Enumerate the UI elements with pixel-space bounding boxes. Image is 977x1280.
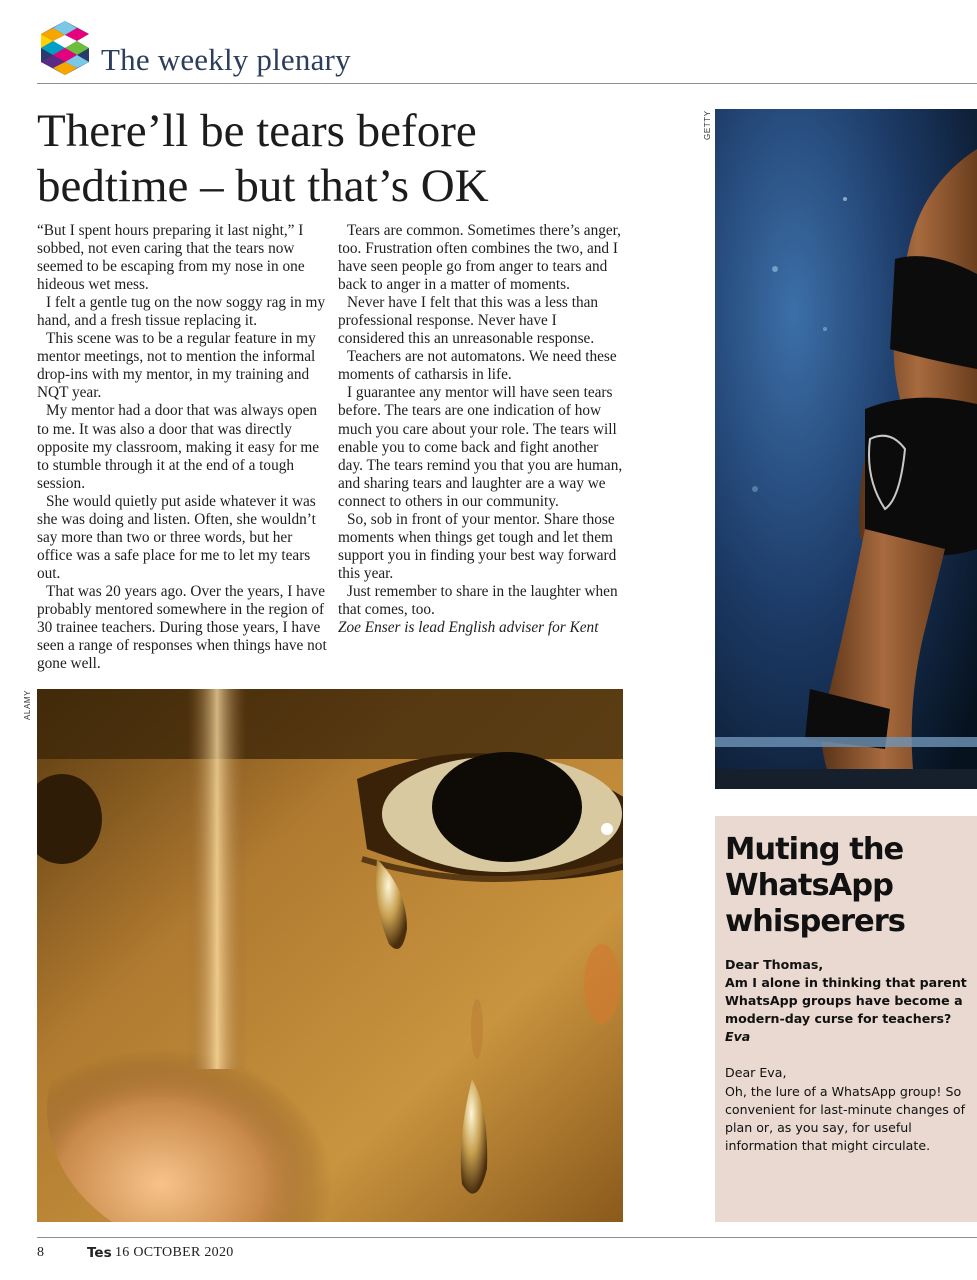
page-number: 8 [37, 1245, 44, 1260]
sidebar-title-line-1: Muting the [725, 832, 904, 867]
wrestler-photo [715, 109, 977, 789]
sidebar-title-line-2: WhatsApp [725, 868, 893, 903]
paragraph: This scene was to be a regular feature in my mentor meetings, not to mention the informal drop-ins with my mentor, in my training and NQT year. [37, 330, 316, 402]
article-column-right [338, 222, 623, 637]
paragraph: She would quietly put aside whatever it was she was doing and listen. Often, she wouldn’t say more than two or three words, but her office was a safe place for me to let my tears out. [37, 492, 316, 582]
advice-reply: Dear Eva, Oh, the lure of a WhatsApp group! So convenient for last-minute changes of plan or, as you say, for useful information that might circulate. [725, 1065, 966, 1153]
question-text: Dear Thomas, Am I alone in thinking that parent WhatsApp groups have become a modern-day curse for teachers? [725, 957, 967, 1027]
paragraph: Teachers are not automatons. We need these moments of catharsis in life. [338, 348, 617, 384]
article-headline [37, 104, 677, 214]
issue-date: 16 OCTOBER 2020 [115, 1245, 234, 1260]
sidebar-body [725, 956, 970, 1155]
header-divider [37, 83, 977, 84]
question-signoff: Eva [725, 1029, 751, 1045]
tears-photo [37, 689, 623, 1222]
paragraph: I felt a gentle tug on the now soggy rag in my hand, and a fresh tissue replacing it. [37, 294, 326, 330]
sidebar-title-line-3: whisperers [725, 904, 905, 939]
paragraph: Tears are common. Sometimes there’s anger, too. Frustration often combines the two, and I have seen people go from anger to tears and back to anger in a matter of moments. [338, 222, 621, 294]
section-title: The weekly plenary [101, 42, 351, 77]
paragraph: My mentor had a door that was always open to me. It was also a door that was directly opposite my classroom, making it easy for me to stumble through it at the end of a tough session. [37, 402, 320, 492]
headline-line-2: bedtime – but that’s OK [37, 160, 489, 212]
paragraph: “But I spent hours preparing it last night,” I sobbed, not even caring that the tears now seemed to be escaping from my nose in one hideous wet mess. [37, 222, 305, 294]
advice-sidebar [715, 816, 977, 1222]
author-byline: Zoe Enser is lead English adviser for Kent [338, 619, 599, 637]
paragraph: That was 20 years ago. Over the years, I have probably mentored somewhere in the region of 30 trainee teachers. During those years, I have seen a range of responses when things have not gone well. [37, 582, 327, 673]
tes-hexagon-logo-icon [37, 20, 93, 76]
sidebar-title [725, 832, 905, 940]
headline-line-1: There’ll be tears before [37, 105, 477, 157]
article-column-left [37, 222, 327, 673]
footer-divider [37, 1237, 977, 1238]
reader-question [725, 956, 970, 1046]
paragraph: So, sob in front of your mentor. Share those moments when things get tough and let them support you in finding your best way forward this year. [338, 510, 617, 582]
photo-credit-getty: GETTY [703, 110, 712, 140]
paragraph: Never have I felt that this was a less than professional response. Never have I considered this an unreasonable response. [338, 294, 599, 348]
paragraph: Just remember to share in the laughter when that comes, too. [338, 582, 618, 618]
photo-credit-alamy: ALAMY [23, 689, 32, 720]
footer-brand: Tes [87, 1245, 112, 1261]
paragraph: I guarantee any mentor will have seen tears before. The tears are one indication of how much you care about your role. The tears will enable you to come back and fight another day. The tears remind you that you are human, and sharing tears and laughter are a way we connect to others in our community. [338, 384, 623, 510]
